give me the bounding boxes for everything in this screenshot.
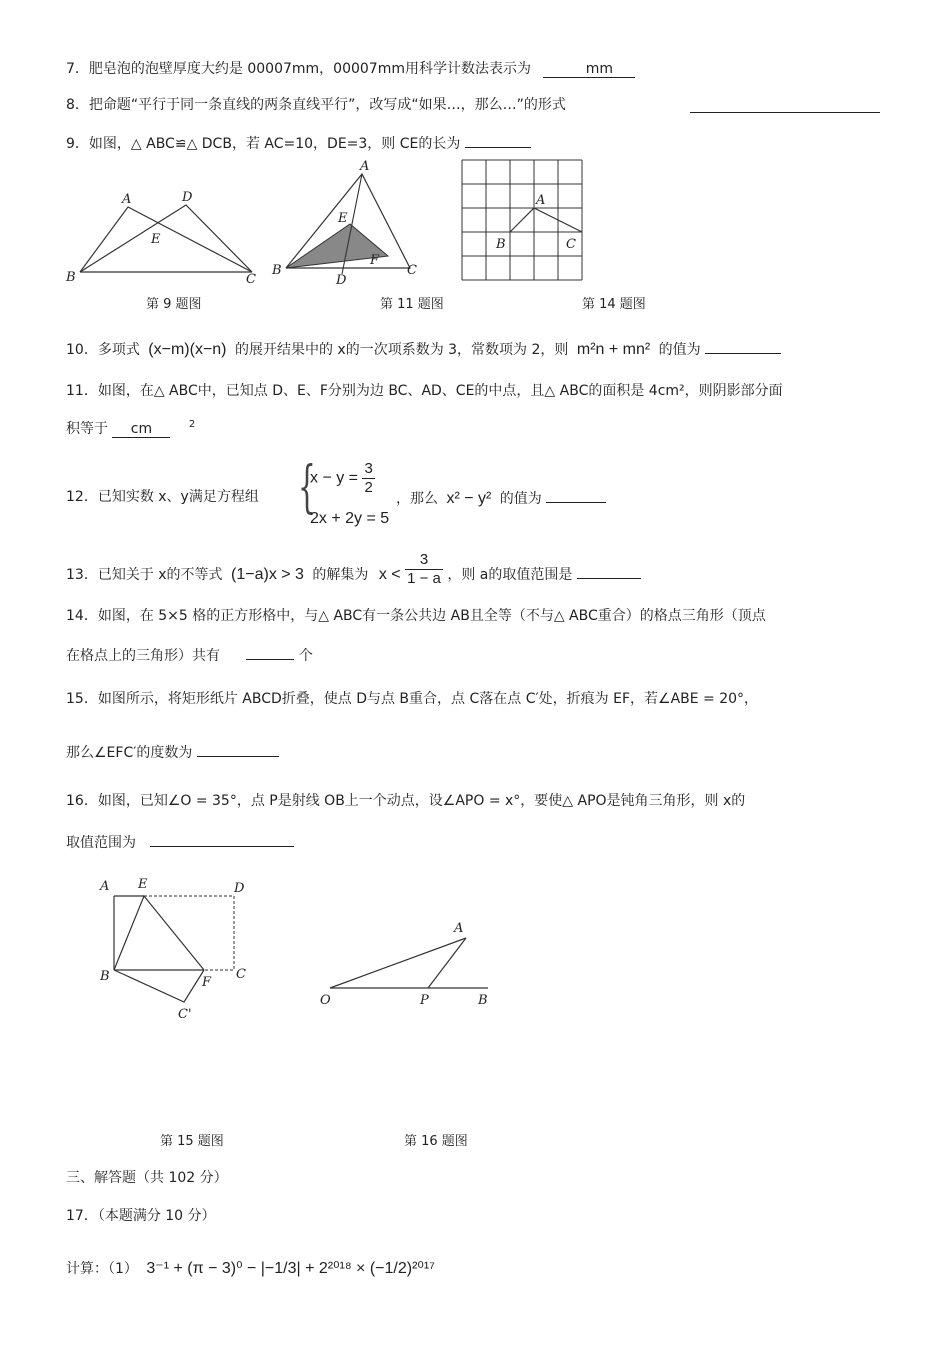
q13-sol-den: 1 − a — [407, 569, 441, 587]
q11-unit-sup: 2 — [188, 419, 196, 431]
question-11-line2 — [66, 418, 195, 438]
question-17-title: 17．（本题满分 10 分） — [66, 1208, 216, 1224]
q7-answer-blank[interactable] — [543, 61, 635, 78]
q12-eq1-left: x − y = — [310, 469, 359, 487]
q12-rest — [396, 486, 606, 508]
q7-text: 7．肥皂泡的泡壁厚度大约是 00007mm，00007mm用科学计数法表示为 — [66, 61, 531, 77]
question-15-line1 — [66, 688, 758, 708]
fig14-label-b: B — [496, 237, 506, 252]
fig11-label-b: B — [272, 263, 282, 278]
q15-text: 15．如图所示，将矩形纸片 ABCD折叠，使点 D与点 B重合，点 C落在点 C′处，折痕为 EF，若∠ABE = 20°， — [66, 691, 759, 707]
q13-post: ，则 a的取值范围是 — [447, 567, 573, 583]
fig16-label-p: P — [420, 993, 429, 1008]
fig15-label-d: D — [234, 881, 245, 896]
q10-mid: 的展开结果中的 x的一次项系数为 3，常数项为 2，则 — [234, 342, 569, 358]
fig9-label-a: A — [122, 192, 132, 207]
figure-11 — [270, 158, 420, 288]
q13-mid: 的解集为 — [312, 567, 369, 583]
q10-expression: (x−m)(x−n) — [148, 341, 227, 358]
fig9-label-e: E — [151, 232, 161, 247]
q9-text: 9．如图，△ ABC≌△ DCB，若 AC=10，DE=3，则 CE的长为 — [66, 136, 461, 152]
q15-text-2: 那么∠EFC′的度数为 — [66, 745, 193, 761]
q17-calc-expression: 3⁻¹ + (π − 3)⁰ − |−1/3| + 2²⁰¹⁸ × (−1/2)²⁰¹⁷ — [146, 1260, 435, 1277]
fig9-label-c: C — [246, 272, 256, 287]
fig15-label-c: C — [236, 967, 246, 982]
fig14-label-c: C — [566, 237, 576, 252]
fig11-label-e: E — [338, 211, 348, 226]
question-8 — [66, 94, 566, 114]
q10-pre: 10．多项式 — [66, 342, 140, 358]
figure-15 — [96, 874, 256, 1022]
figure-9 — [62, 185, 262, 290]
q16-answer-blank[interactable] — [150, 830, 294, 847]
q8-text: 8．把命题“平行于同一条直线的两条直线平行”，改写成“如果…，那么…”的形式 — [66, 97, 566, 113]
fig11-caption: 第 11 题图 — [380, 297, 444, 312]
q11-answer-blank[interactable] — [112, 421, 170, 438]
fig9-label-d: D — [182, 190, 193, 205]
q13-solution-left: x < — [378, 566, 401, 583]
fig15-label-b: B — [100, 969, 110, 984]
q12-post2: 的值为 — [499, 491, 542, 507]
question-14-line2 — [66, 643, 313, 665]
q16-text-2: 取值范围为 — [66, 835, 136, 851]
question-13 — [66, 550, 641, 588]
q12-eq1-den: 2 — [364, 479, 373, 496]
q12-eq1-num: 3 — [364, 460, 373, 477]
fig11-label-f: F — [370, 253, 380, 268]
fig14-label-a: A — [536, 193, 546, 208]
q12-answer-blank[interactable] — [546, 486, 606, 503]
q10-post: 的值为 — [658, 342, 701, 358]
fig14-caption: 第 14 题图 — [582, 297, 646, 312]
q13-pre: 13．已知关于 x的不等式 — [66, 567, 223, 583]
q11-text-2: 积等于 — [66, 421, 108, 437]
question-7 — [66, 58, 635, 78]
fig9-caption: 第 9 题图 — [146, 297, 202, 312]
fig15-label-a: A — [100, 879, 110, 894]
q14-text: 14．如图，在 5×5 格的正方形格中，与△ ABC有一条公共边 AB且全等（不与△ ABC重合）的格点三角形（顶点 — [66, 608, 766, 624]
question-17-calc — [66, 1258, 435, 1278]
fig15-label-c-prime: C' — [178, 1007, 192, 1022]
fig11-label-d: D — [336, 273, 347, 288]
q13-answer-blank[interactable] — [577, 562, 641, 579]
fig15-label-e: E — [138, 877, 148, 892]
question-15-line2 — [66, 740, 279, 762]
q12-expression: x² − y² — [446, 490, 492, 507]
q14-unit: 个 — [298, 648, 313, 664]
fig16-caption: 第 16 题图 — [404, 1134, 468, 1149]
fig16-label-b: B — [478, 993, 488, 1008]
question-11-line1 — [66, 380, 783, 400]
fig15-label-f: F — [202, 975, 212, 990]
question-16-line1 — [66, 790, 745, 810]
q8-answer-blank[interactable] — [690, 96, 880, 113]
q10-expression-2: m²n + mn² — [576, 341, 651, 358]
q16-text: 16．如图，已知∠O = 35°，点 P是射线 OB上一个动点，设∠APO = x°，要使△ APO是钝角三角形，则 x的 — [66, 793, 746, 809]
q12-post: ，那么 — [396, 491, 438, 507]
question-9 — [66, 131, 531, 153]
fig11-label-c: C — [407, 263, 417, 278]
q14-answer-blank[interactable] — [246, 643, 294, 660]
q12-pre: 12．已知实数 x、y满足方程组 — [66, 489, 259, 505]
q14-text-2: 在格点上的三角形）共有 — [66, 648, 220, 664]
section-3-title: 三、解答题（共 102 分） — [66, 1170, 228, 1186]
q13-sol-num: 3 — [405, 551, 443, 570]
q7-unit: mm — [585, 61, 614, 77]
q11-unit: cm — [130, 421, 153, 437]
figure-16 — [316, 916, 496, 1012]
fig16-label-o: O — [320, 993, 331, 1008]
question-10 — [66, 337, 781, 359]
fig15-caption: 第 15 题图 — [160, 1134, 224, 1149]
question-16-line2 — [66, 830, 294, 852]
q12-eq2: 2x + 2y = 5 — [310, 510, 390, 527]
fig16-label-a: A — [454, 921, 464, 936]
question-12 — [66, 486, 259, 506]
q10-answer-blank[interactable] — [705, 337, 781, 354]
figure-14 — [460, 158, 584, 283]
fig9-label-b: B — [66, 270, 76, 285]
q17-calc-pre: 计算：（1） — [66, 1261, 138, 1277]
q13-expression: (1−a)x > 3 — [231, 566, 304, 583]
fig11-label-a: A — [360, 159, 370, 174]
q11-text: 11．如图，在△ ABC中，已知点 D、E、F分别为边 BC、AD、CE的中点，且△ ABC的面积是 4cm²，则阴影部分面 — [66, 383, 783, 399]
q9-answer-blank[interactable] — [465, 131, 531, 148]
q15-answer-blank[interactable] — [197, 740, 279, 757]
question-14-line1 — [66, 605, 766, 625]
